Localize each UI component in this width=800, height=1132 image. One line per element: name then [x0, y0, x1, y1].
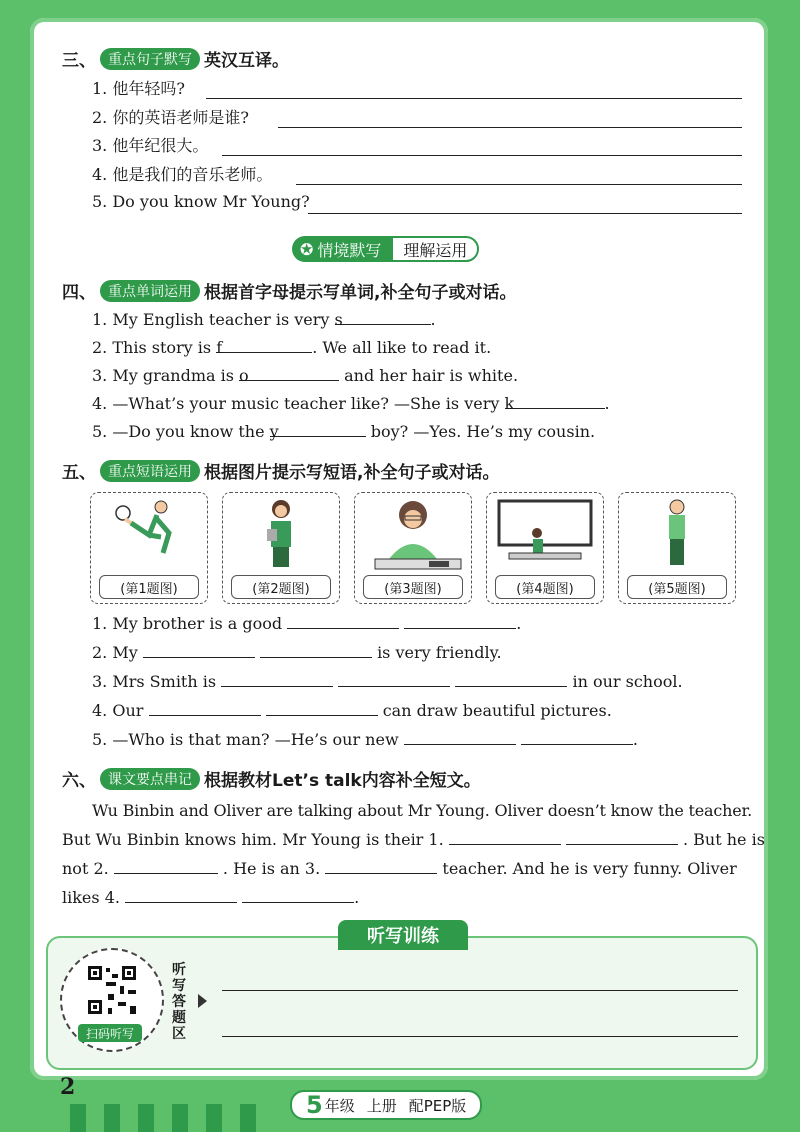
section-tag: 重点单词运用: [100, 280, 200, 302]
section-number: 六、: [62, 771, 96, 791]
section-title: 根据首字母提示写单词,补全句子或对话。: [204, 283, 517, 303]
teacher-illustration: [223, 493, 339, 573]
question: 1. My brother is a good .: [92, 614, 522, 633]
answer-blank[interactable]: [338, 672, 450, 687]
question: 2. This story is f . We all like to read it.: [92, 338, 492, 357]
principal-illustration: [355, 493, 471, 573]
passage: [62, 796, 765, 912]
answer-blank[interactable]: [266, 701, 378, 716]
picture-4: [486, 492, 604, 604]
picture-caption: (第5题图): [627, 575, 727, 599]
answer-blank[interactable]: [260, 643, 372, 658]
question: 3. 他年纪很大。: [92, 136, 209, 155]
question: 5. Do you know Mr Young?: [92, 192, 310, 211]
answer-blank[interactable]: y: [270, 422, 366, 437]
answer-line[interactable]: [222, 155, 742, 156]
answer-blank[interactable]: [125, 888, 237, 903]
question: 3. My grandma is o and her hair is white.: [92, 366, 519, 385]
question: 1. 他年轻吗?: [92, 79, 185, 98]
arrow-icon: [198, 994, 207, 1008]
grade-label: 年级: [324, 1096, 355, 1115]
picture-1: [90, 492, 208, 604]
term-label: 上册: [366, 1096, 397, 1115]
answer-blank[interactable]: [449, 830, 561, 845]
passage-line: not 2. . He is an 3. teacher. And he is very funny. Oliver: [62, 859, 737, 878]
edition-label: 配PEP版: [408, 1096, 467, 1115]
answer-line[interactable]: [296, 184, 742, 185]
page-number: 2: [60, 1074, 76, 1100]
banner-left: 情境默写: [317, 240, 382, 260]
answer-blank[interactable]: [521, 730, 633, 745]
banner-right: 理解运用: [391, 236, 479, 262]
question: 2. My is very friendly.: [92, 643, 502, 662]
answer-blank[interactable]: [455, 672, 567, 687]
section-5-header: [62, 458, 499, 483]
answer-blank[interactable]: [566, 830, 678, 845]
passage-line: But Wu Binbin knows him. Mr Young is their 1. . But he is: [62, 830, 765, 849]
answer-blank[interactable]: [143, 643, 255, 658]
picture-caption: (第2题图): [231, 575, 331, 599]
section-banner: [292, 236, 479, 262]
soccer-player-illustration: [91, 493, 207, 573]
question: 4. 他是我们的音乐老师。: [92, 165, 273, 184]
question: 2. 你的英语老师是谁?: [92, 108, 249, 127]
section-6-header: [62, 766, 481, 791]
picture-3: [354, 492, 472, 604]
answer-blank[interactable]: [404, 730, 516, 745]
answer-blank[interactable]: [221, 672, 333, 687]
answer-blank[interactable]: s: [335, 310, 431, 325]
section-title: 英汉互译。: [204, 51, 289, 71]
section-tag: 课文要点串记: [100, 768, 200, 790]
section-title: 根据教材Let’s talk内容补全短文。: [204, 771, 481, 791]
decorative-bars: [70, 1104, 256, 1132]
section-number: 四、: [62, 283, 96, 303]
question: 1. My English teacher is very s .: [92, 310, 436, 329]
section-3-header: [62, 46, 289, 71]
man-illustration: [619, 493, 735, 573]
answer-line[interactable]: [278, 127, 742, 128]
section-number: 三、: [62, 51, 96, 71]
question: 5. —Who is that man? —He’s our new .: [92, 730, 638, 749]
section-tag: 重点短语运用: [100, 460, 200, 482]
picture-5: [618, 492, 736, 604]
footer-label: [290, 1090, 482, 1120]
answer-blank[interactable]: [404, 614, 516, 629]
grade-number: 5: [306, 1091, 323, 1119]
picture-caption: (第1题图): [99, 575, 199, 599]
scan-label: 扫码听写: [78, 1024, 142, 1042]
section-number: 五、: [62, 463, 96, 483]
medal-icon: ✪: [300, 239, 314, 259]
answer-blank[interactable]: f: [216, 338, 312, 353]
answer-blank[interactable]: [114, 859, 218, 874]
question: 3. Mrs Smith is in our school.: [92, 672, 683, 691]
dictation-title: 听写训练: [338, 920, 468, 950]
section-title: 根据图片提示写短语,补全句子或对话。: [204, 463, 500, 483]
picture-caption: (第3题图): [363, 575, 463, 599]
answer-blank[interactable]: o: [239, 366, 339, 381]
passage-line: likes 4. .: [62, 888, 360, 907]
passage-line: Wu Binbin and Oliver are talking about Mr Young. Oliver doesn’t know the teacher.: [92, 801, 753, 820]
question: 4. —What’s your music teacher like? —She is very k .: [92, 394, 610, 413]
answer-line[interactable]: [308, 213, 742, 214]
question: 4. Our can draw beautiful pictures.: [92, 701, 612, 720]
answer-blank[interactable]: [287, 614, 399, 629]
answer-blank[interactable]: k: [505, 394, 605, 409]
section-4-header: [62, 278, 516, 303]
picture-caption: (第4题图): [495, 575, 595, 599]
answer-area-label: 听写答题区: [172, 962, 186, 1042]
question: 5. —Do you know the y boy? —Yes. He’s my cousin.: [92, 422, 596, 441]
answer-blank[interactable]: [149, 701, 261, 716]
answer-line[interactable]: [206, 98, 742, 99]
dictation-line[interactable]: [222, 990, 738, 991]
dictation-line[interactable]: [222, 1036, 738, 1037]
answer-blank[interactable]: [325, 859, 437, 874]
art-student-illustration: [487, 493, 603, 573]
section-tag: 重点句子默写: [100, 48, 200, 70]
picture-2: [222, 492, 340, 604]
answer-blank[interactable]: [242, 888, 354, 903]
